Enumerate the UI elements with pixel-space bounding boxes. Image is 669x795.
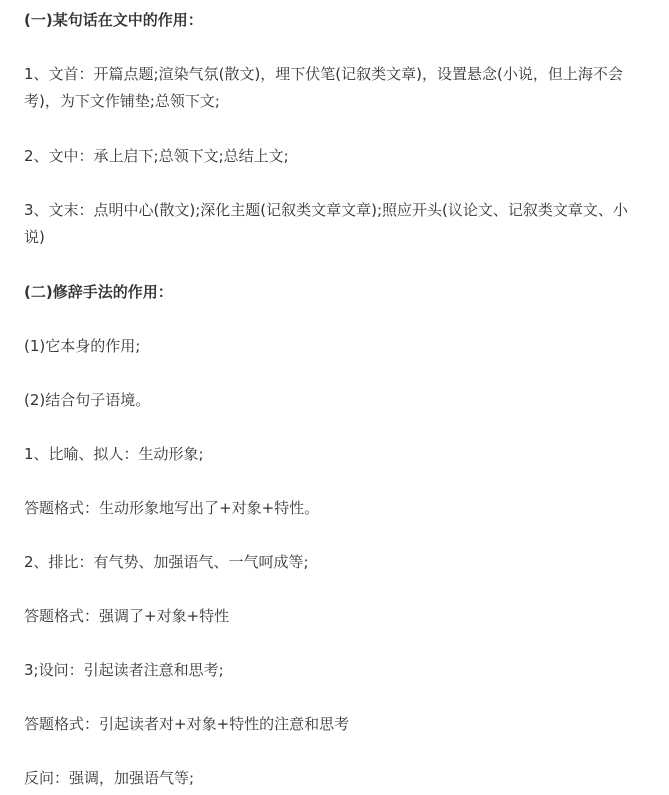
- paragraph-answer-format-3: 答题格式：引起读者对+对象+特性的注意和思考: [24, 715, 350, 733]
- paragraph-metaphor: 1、比喻、拟人：生动形象;: [24, 445, 204, 463]
- paragraph-reverse-question: 反问：强调，加强语气等;: [24, 769, 195, 787]
- section-heading-sentence-role: (一)某句话在文中的作用：: [24, 11, 203, 29]
- paragraph-own-role: (1)它本身的作用;: [24, 337, 141, 355]
- paragraph-context: (2)结合句子语境。: [24, 391, 151, 409]
- paragraph-text-middle: 2、文中：承上启下;总领下文;总结上文;: [24, 147, 289, 165]
- paragraph-rhetorical-question: 3;设问：引起读者注意和思考;: [24, 661, 224, 679]
- paragraph-parallelism: 2、排比：有气势、加强语气、一气呵成等;: [24, 553, 309, 571]
- paragraph-answer-format-2: 答题格式：强调了+对象+特性: [24, 607, 230, 625]
- paragraph-text-start: 1、文首：开篇点题;渲染气氛(散文)，埋下伏笔(记叙类文章)，设置悬念(小说，但上海不会考)，为下文作铺垫;总领下文;: [24, 65, 623, 110]
- paragraph-answer-format-1: 答题格式：生动形象地写出了+对象+特性。: [24, 499, 320, 517]
- section-heading-rhetoric: (二)修辞手法的作用：: [24, 283, 173, 301]
- paragraph-text-end: 3、文末：点明中心(散文);深化主题(记叙类文章文章);照应开头(议论文、记叙类文章文、小说): [24, 201, 628, 246]
